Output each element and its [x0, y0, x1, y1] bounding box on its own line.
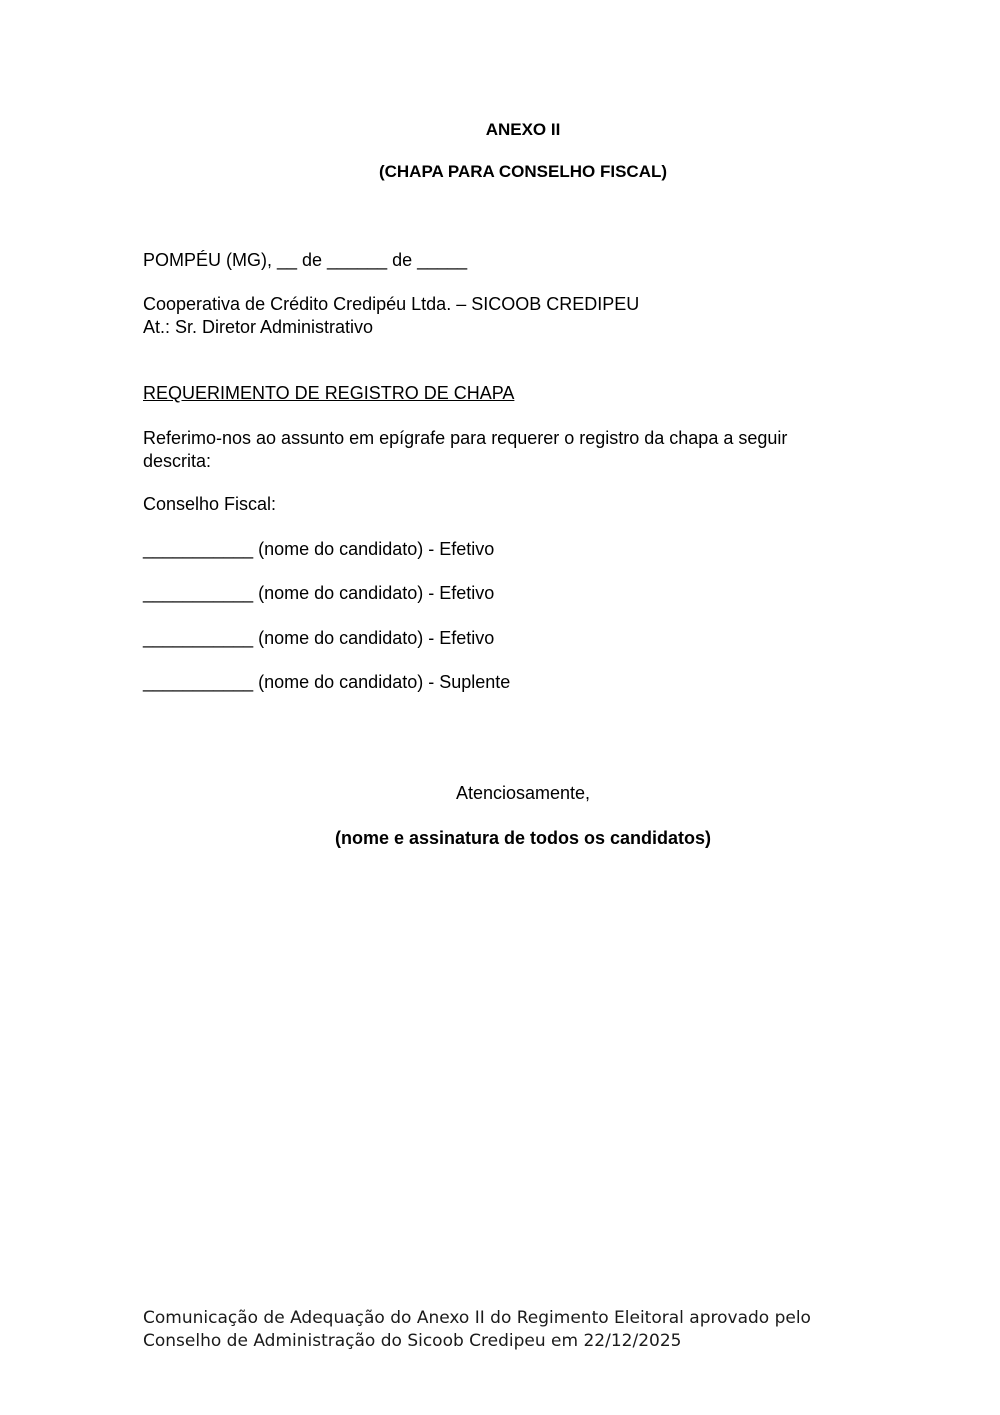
footer-line-2: Conselho de Administração do Sicoob Credipeu em 22/12/2025 [143, 1331, 682, 1351]
candidate-line: ___________ (nome do candidato) - Suplente [143, 672, 511, 692]
council-label: Conselho Fiscal: [143, 494, 277, 514]
body-line-2: descrita: [143, 451, 212, 471]
closing-text: Atenciosamente, [455, 783, 591, 803]
annex-title: ANEXO II [485, 120, 561, 139]
annex-subtitle: (CHAPA PARA CONSELHO FISCAL) [378, 162, 668, 181]
attention-line: At.: Sr. Diretor Administrativo [143, 317, 374, 337]
signature-line: (nome e assinatura de todos os candidatos) [334, 828, 712, 848]
candidate-line: ___________ (nome do candidato) - Efetivo [143, 583, 495, 603]
date-line: POMPÉU (MG), __ de ______ de _____ [143, 250, 468, 270]
candidate-line: ___________ (nome do candidato) - Efetivo [143, 539, 495, 559]
footer-line-1: Comunicação de Adequação do Anexo II do Regimento Eleitoral aprovado pelo [143, 1308, 811, 1328]
body-line-1: Referimo-nos ao assunto em epígrafe para requerer o registro da chapa a seguir [143, 428, 788, 448]
recipient-line: Cooperativa de Crédito Credipéu Ltda. – SICOOB CREDIPEU [143, 294, 640, 314]
footer-note [143, 1307, 811, 1353]
candidate-line: ___________ (nome do candidato) - Efetivo [143, 628, 495, 648]
subject-heading: REQUERIMENTO DE REGISTRO DE CHAPA [143, 383, 515, 403]
